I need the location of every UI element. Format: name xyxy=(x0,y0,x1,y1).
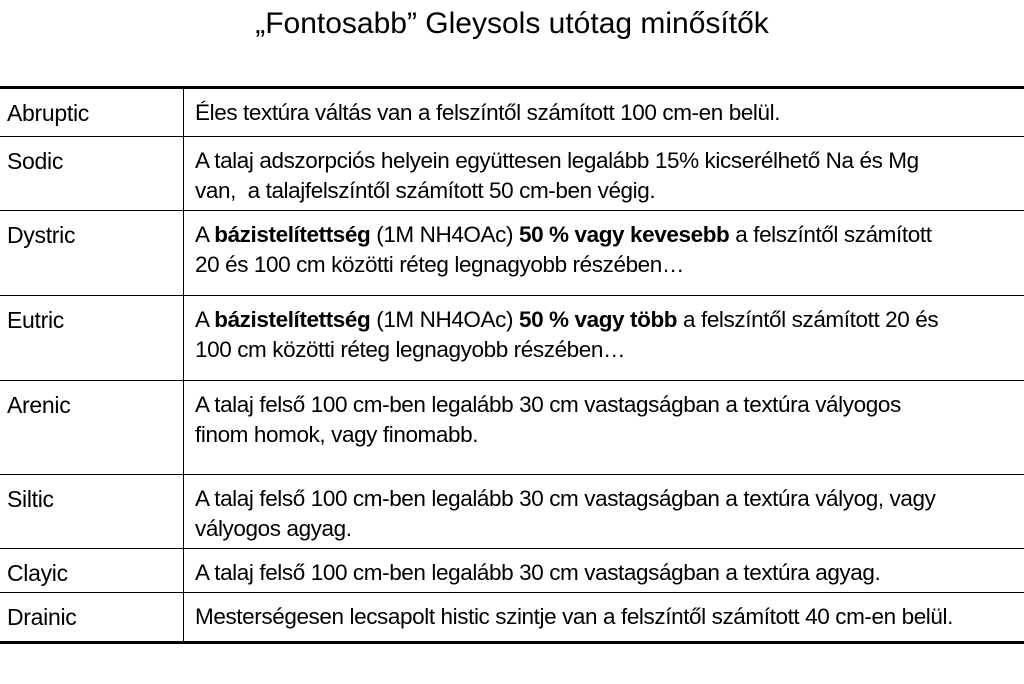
description-line xyxy=(195,220,1024,250)
description-line xyxy=(195,98,1024,128)
qualifier-row xyxy=(0,381,1024,475)
description-line xyxy=(195,420,1024,450)
description-bold-text: bázistelítettség xyxy=(214,222,371,247)
description-text: A talaj felső 100 cm-ben legalább 30 cm vastagságban a textúra vályog, vagy xyxy=(195,486,936,511)
qualifier-row xyxy=(0,475,1024,549)
description-text: 100 cm közötti réteg legnagyobb részében… xyxy=(195,337,626,362)
qualifier-description xyxy=(184,137,1024,210)
qualifier-description xyxy=(184,296,1024,380)
description-line xyxy=(195,250,1024,280)
qualifier-row xyxy=(0,211,1024,296)
qualifier-row xyxy=(0,593,1024,641)
qualifier-description xyxy=(184,549,1024,592)
qualifier-description xyxy=(184,381,1024,474)
description-text: vályogos agyag. xyxy=(195,516,352,541)
qualifier-name: Dystric xyxy=(0,211,184,295)
qualifier-row xyxy=(0,137,1024,211)
qualifier-description xyxy=(184,211,1024,295)
description-bold-text: bázistelítettség xyxy=(214,307,371,332)
description-line xyxy=(195,390,1024,420)
description-line xyxy=(195,335,1024,365)
description-text: A talaj felső 100 cm-ben legalább 30 cm vastagságban a textúra vályogos xyxy=(195,392,901,417)
qualifier-table xyxy=(0,86,1024,644)
description-line xyxy=(195,146,1024,176)
description-line xyxy=(195,602,1024,632)
description-text: (1M NH4OAc) xyxy=(370,222,519,247)
description-text: van, a talajfelszíntől számított 50 cm-ben végig. xyxy=(195,178,656,203)
qualifier-name: Abruptic xyxy=(0,89,184,136)
qualifier-description xyxy=(184,593,1024,641)
description-text: A talaj felső 100 cm-ben legalább 30 cm vastagságban a textúra agyag. xyxy=(195,560,881,585)
qualifier-name: Arenic xyxy=(0,381,184,474)
description-text: a felszíntől számított 20 és xyxy=(677,307,939,332)
description-bold-text: 50 % vagy több xyxy=(518,307,678,332)
description-line xyxy=(195,558,1024,588)
description-line xyxy=(195,176,1024,206)
description-line xyxy=(195,484,1024,514)
description-text: a felszíntől számított xyxy=(729,222,932,247)
slide-title: „Fontosabb” Gleysols utótag minősítők xyxy=(255,7,769,40)
description-text: A xyxy=(195,307,215,332)
description-text: (1M NH4OAc) xyxy=(370,307,519,332)
qualifier-row xyxy=(0,296,1024,381)
description-text: Éles textúra váltás van a felszíntől számított 100 cm-en belül. xyxy=(195,100,781,125)
description-text: Mesterségesen lecsapolt histic szintje van a felszíntől számított 40 cm-en belül. xyxy=(195,604,953,629)
description-line xyxy=(195,305,1024,335)
description-bold-text: 50 % vagy kevesebb xyxy=(518,222,730,247)
description-text: 20 és 100 cm közötti réteg legnagyobb részében… xyxy=(195,252,685,277)
qualifier-name: Clayic xyxy=(0,549,184,592)
description-line xyxy=(195,514,1024,544)
description-text: A talaj adszorpciós helyein együttesen legalább 15% kicserélhető Na és Mg xyxy=(195,148,919,173)
qualifier-description xyxy=(184,89,1024,136)
qualifier-row xyxy=(0,549,1024,593)
qualifier-name: Sodic xyxy=(0,137,184,210)
qualifier-description xyxy=(184,475,1024,548)
description-text: finom homok, vagy finomabb. xyxy=(195,422,479,447)
qualifier-name: Drainic xyxy=(0,593,184,641)
qualifier-row xyxy=(0,89,1024,137)
qualifier-name: Siltic xyxy=(0,475,184,548)
description-text: A xyxy=(195,222,215,247)
qualifier-name: Eutric xyxy=(0,296,184,380)
